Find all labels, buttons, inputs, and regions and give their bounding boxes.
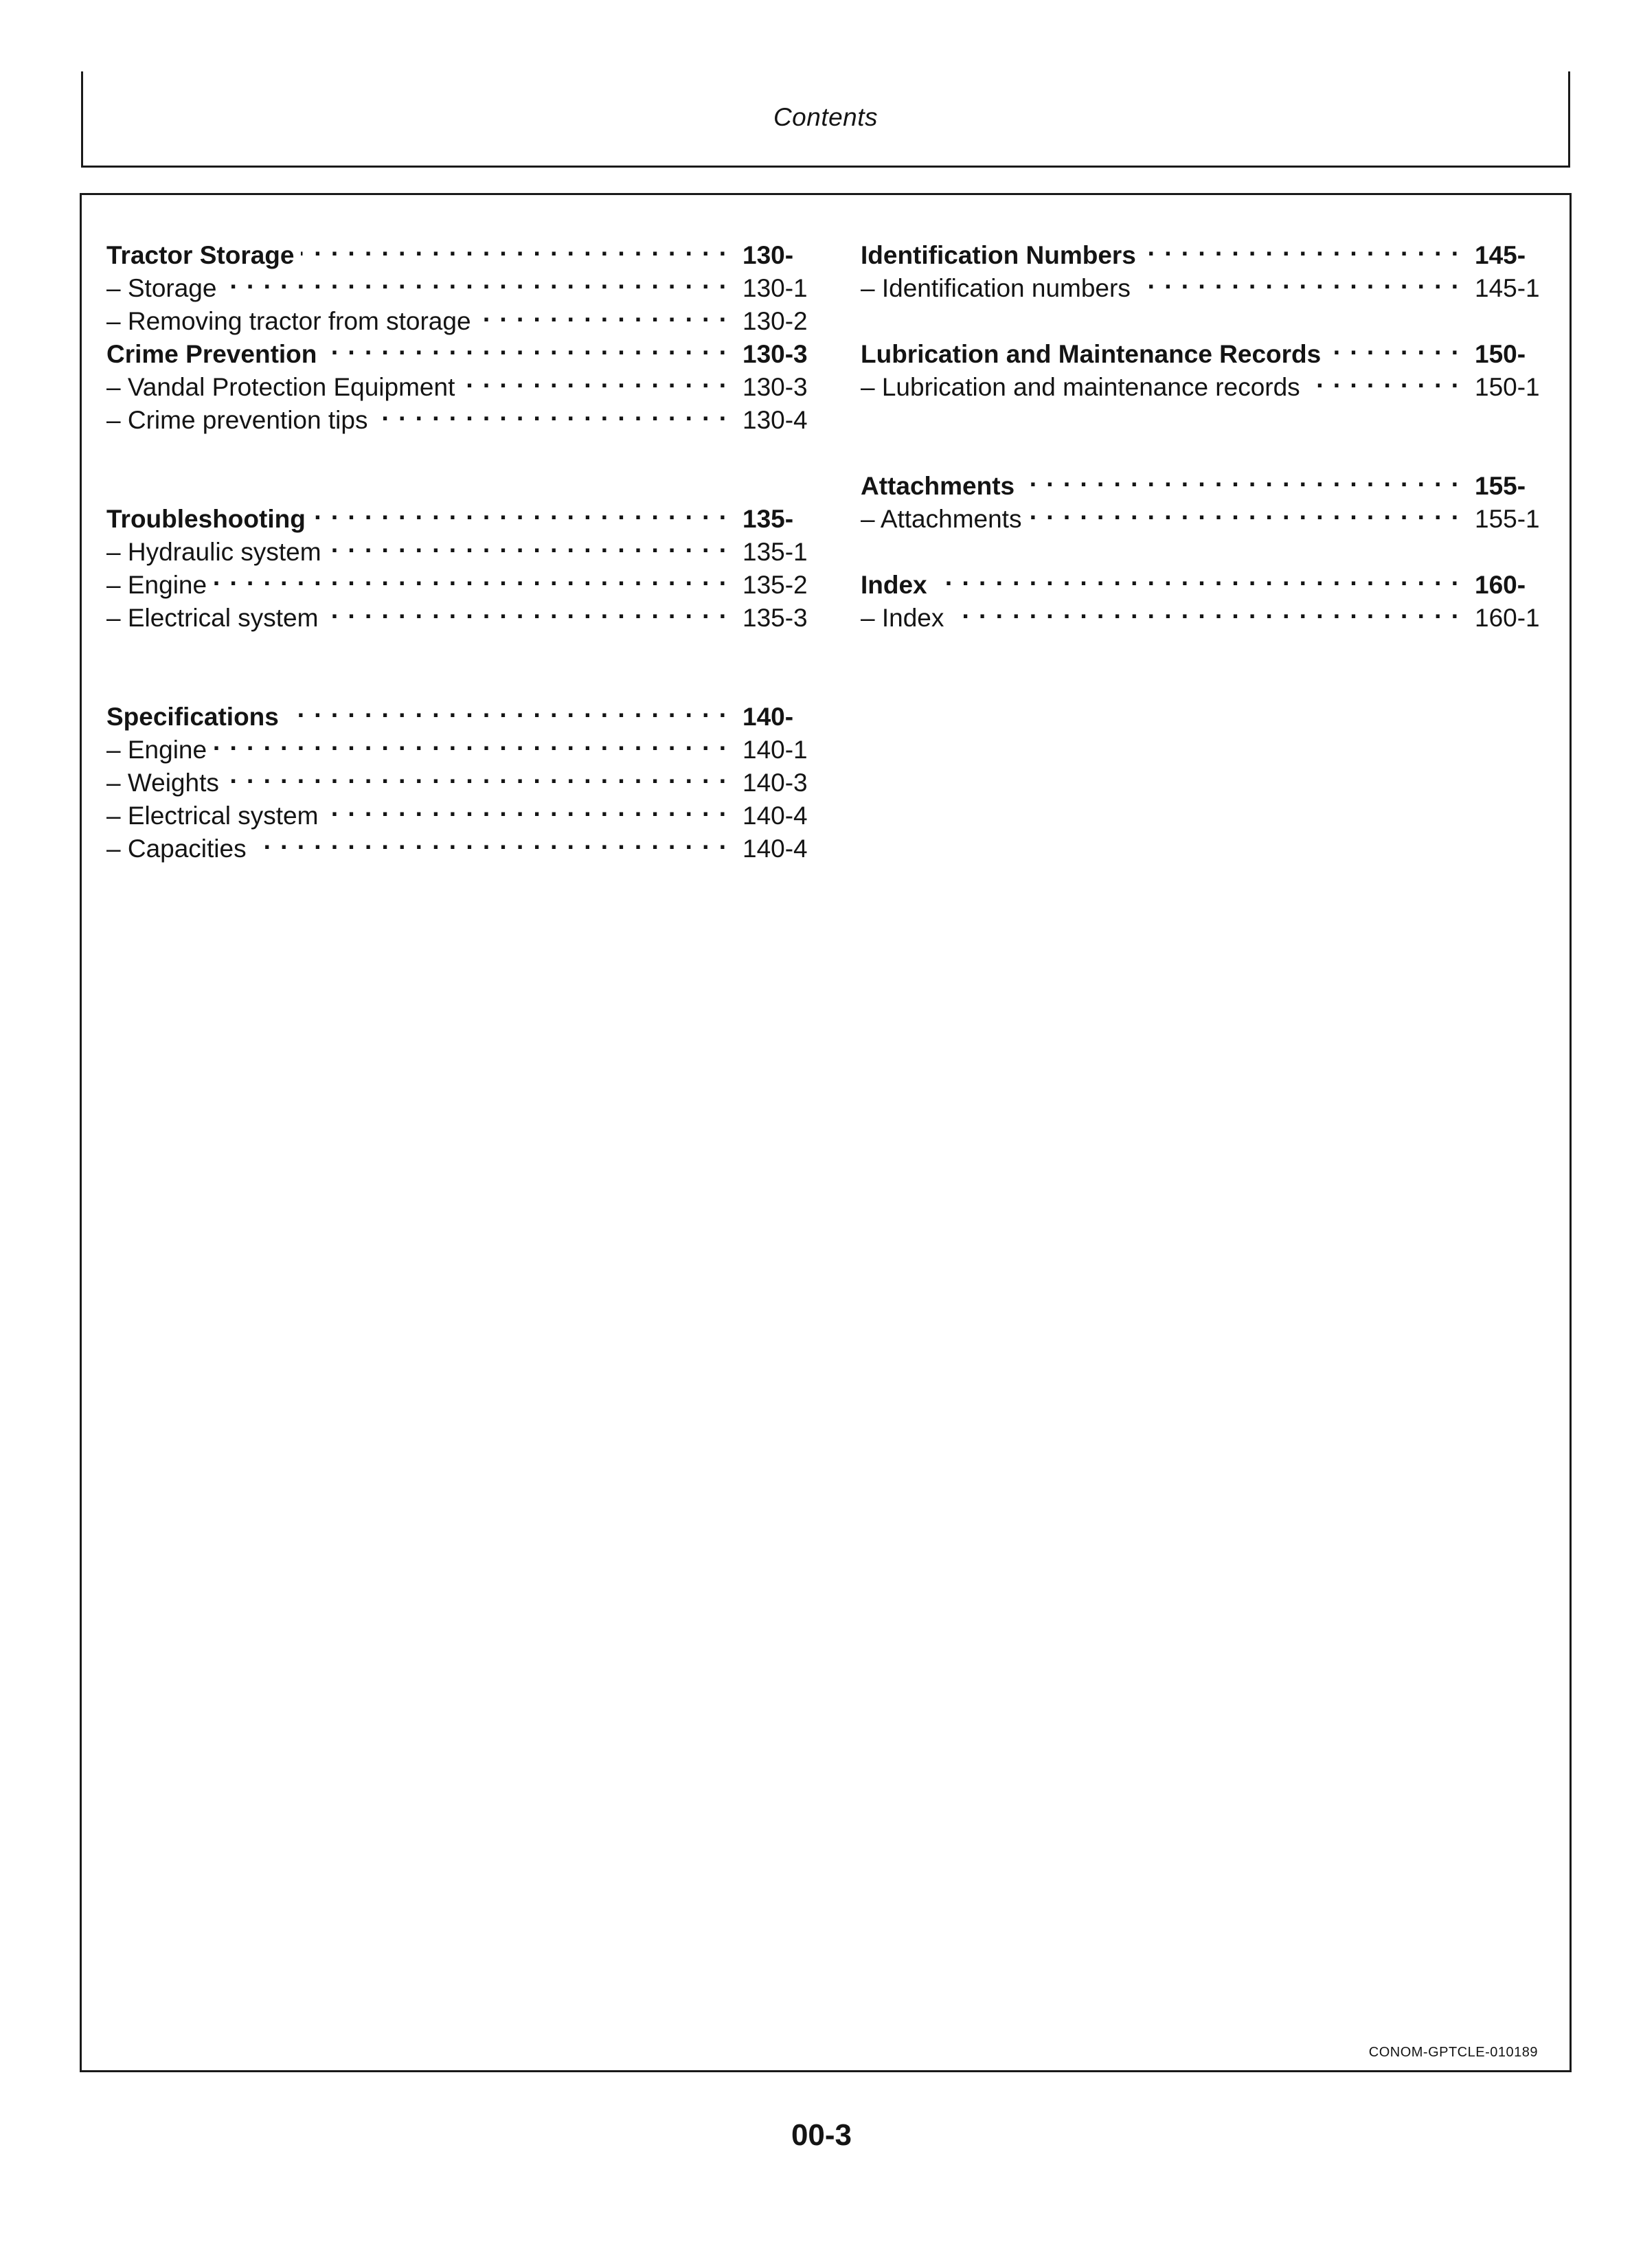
toc-entry-page: 130-2 [743,307,808,335]
toc-entry [106,560,824,599]
toc-entry-page: 155- [1475,472,1526,500]
section-tractor-storage [106,231,824,434]
dot-leader [226,758,727,791]
toc-entry-label: – Weights [106,769,219,797]
section-index [861,560,1556,632]
dot-leader [934,560,1460,593]
toc-entry-label: – Hydraulic system [106,538,321,566]
toc-entry [106,725,824,764]
dot-leader [301,231,727,264]
toc-entry-page: 140-1 [743,736,808,764]
toc-entry-page: 135-2 [743,571,808,599]
dot-leader [286,692,727,725]
toc-entry-label: Crime Prevention [106,340,317,368]
toc-entry-label: – Index [861,604,944,632]
toc-entry-page: 160-1 [1475,604,1540,632]
toc-entry-page: 130-3 [743,340,808,368]
toc-entry [861,462,1556,500]
toc-entry-label: Lubrication and Maintenance Records [861,340,1322,368]
toc-entry-page: 130-3 [743,373,808,401]
dot-leader [374,396,727,429]
toc-entry-label: – Removing tractor from storage [106,307,471,335]
dot-leader [1307,363,1460,396]
toc-entry-page: 130- [743,241,794,269]
toc-entry-label: Attachments [861,472,1015,500]
toc-entry-label: Troubleshooting [106,505,306,533]
dot-leader [313,495,727,528]
page-title: Contents [773,103,879,131]
dot-leader [324,330,727,363]
toc-entry-label: – Capacities [106,835,247,863]
contents-column-right [861,231,1556,632]
toc-entry-label: – Engine [106,571,207,599]
header-box [81,71,1570,168]
toc-entry-page: 155-1 [1475,505,1540,533]
dot-leader [478,297,727,330]
dot-leader [328,528,727,560]
dot-leader [325,593,727,626]
toc-entry-page: 140-3 [743,769,808,797]
toc-entry-label: – Storage [106,274,217,302]
section-spacer [106,626,824,692]
toc-entry-label: Identification Numbers [861,241,1136,269]
toc-entry-page: 135-3 [743,604,808,632]
toc-entry-page: 135-1 [743,538,808,566]
toc-entry-label: Tractor Storage [106,241,295,269]
toc-entry-page: 140- [743,703,794,731]
dot-leader [1021,462,1460,495]
toc-entry-page: 160- [1475,571,1526,599]
toc-entry [106,692,824,731]
toc-entry-label: – Identification numbers [861,274,1131,302]
toc-entry-label: Index [861,571,927,599]
document-code: CONOM-GPTCLE-010189 [1368,2045,1538,2060]
toc-entry-page: 130-4 [743,406,808,434]
section-lubrication-records [861,330,1556,401]
toc-entry [861,231,1556,269]
section-identification-numbers [861,231,1556,302]
dot-leader [223,264,727,297]
toc-entry-label: – Electrical system [106,802,319,830]
toc-entry-label: – Electrical system [106,604,319,632]
toc-entry-page: 150-1 [1475,373,1540,401]
toc-entry-label: – Vandal Protection Equipment [106,373,455,401]
toc-entry [106,231,824,269]
toc-entry [861,330,1556,368]
section-spacer [106,429,824,495]
toc-entry-label: Specifications [106,703,279,731]
section-spacer [861,396,1556,462]
section-specifications [106,692,824,863]
dot-leader [462,363,727,396]
dot-leader [1328,330,1460,363]
toc-entry-label: – Crime prevention tips [106,406,368,434]
toc-entry-label: – Engine [106,736,207,764]
toc-entry [106,495,824,533]
dot-leader [253,824,727,857]
dot-leader [214,725,727,758]
dot-leader [1137,264,1460,297]
dot-leader [325,791,727,824]
dot-leader [1143,231,1460,264]
toc-entry-label: – Lubrication and maintenance records [861,373,1300,401]
section-troubleshooting [106,495,824,632]
toc-entry-page: 145- [1475,241,1526,269]
toc-entry [106,593,824,632]
toc-entry [106,758,824,797]
contents-column-left [106,231,824,863]
section-attachments [861,462,1556,533]
page-number: 00-3 [791,2118,852,2152]
toc-entry [861,560,1556,599]
toc-entry-page: 150- [1475,340,1526,368]
dot-leader [1028,495,1460,528]
toc-entry-page: 140-4 [743,802,808,830]
toc-entry [861,593,1556,632]
contents-box [80,193,1572,2072]
toc-entry-page: 135- [743,505,794,533]
toc-entry-page: 140-4 [743,835,808,863]
dot-leader [214,560,727,593]
toc-entry-page: 145-1 [1475,274,1540,302]
toc-entry-label: – Attachments [861,505,1022,533]
dot-leader [951,593,1460,626]
toc-entry-page: 130-1 [743,274,808,302]
